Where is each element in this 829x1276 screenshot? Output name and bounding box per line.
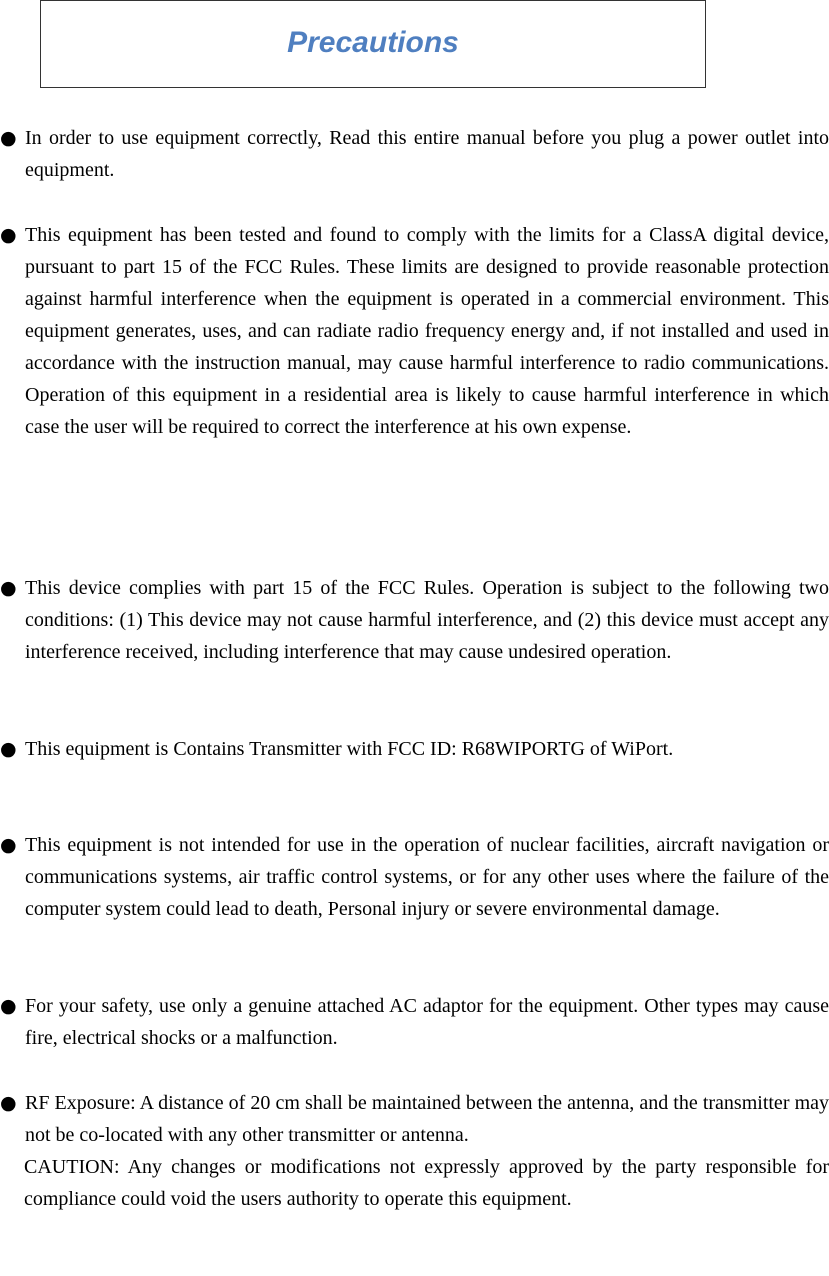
precaution-item-6	[0, 990, 829, 1054]
precaution-text: This equipment has been tested and found to comply with the limits for a ClassA digital device, pursuant to part 15 of the FCC Rules. These limits are designed to provide reasonable protection against harmful interference when the equipment is operated in a commercial environment. This equipment generates, uses, and can radiate radio frequency energy and, if not installed and used in accordance with the instruction manual, may cause harmful interference to radio communications. Operation of this equipment in a residential area is likely to cause harmful interference in which case the user will be required to correct the interference at his own expense.	[25, 224, 829, 438]
precaution-text: This device complies with part 15 of the FCC Rules. Operation is subject to the following two conditions: (1) This device may not cause harmful interference, and (2) this device must accept any interference received, including interference that may cause undesired operation.	[25, 577, 829, 663]
title-box	[40, 0, 706, 88]
precaution-item-3	[0, 572, 829, 668]
precaution-text: In order to use equipment correctly, Read this entire manual before you plug a power outlet into equipment.	[25, 127, 829, 181]
precaution-item-5	[0, 829, 829, 925]
precaution-item-2	[0, 219, 829, 443]
bullet-icon: ●	[0, 577, 17, 599]
caution-text: CAUTION: Any changes or modifications not expressly approved by the party responsible for compliance could void the users authority to operate this equipment.	[24, 1156, 829, 1210]
precaution-text: This equipment is not intended for use in the operation of nuclear facilities, aircraft navigation or communications systems, air traffic control systems, or for any other uses where the failure of the computer system could lead to death, Personal injury or severe environmental damage.	[25, 834, 829, 920]
bullet-icon: ●	[0, 834, 17, 856]
bullet-icon: ●	[0, 995, 17, 1017]
precaution-item-7	[0, 1087, 829, 1215]
bullet-icon: ●	[0, 1092, 17, 1114]
precaution-text: RF Exposure: A distance of 20 cm shall be maintained between the antenna, and the transmitter may not be co-located with any other transmitter or antenna.	[25, 1092, 829, 1146]
bullet-icon: ●	[0, 127, 17, 149]
precaution-text: This equipment is Contains Transmitter with FCC ID: R68WIPORTG of WiPort.	[25, 738, 674, 760]
precaution-text: For your safety, use only a genuine attached AC adaptor for the equipment. Other types may cause fire, electrical shocks or a malfunction.	[25, 995, 829, 1049]
precaution-item-4	[0, 733, 829, 765]
page-title: Precautions	[287, 26, 459, 59]
bullet-icon: ●	[0, 738, 17, 760]
precaution-item-1	[0, 122, 829, 186]
bullet-icon: ●	[0, 224, 17, 246]
